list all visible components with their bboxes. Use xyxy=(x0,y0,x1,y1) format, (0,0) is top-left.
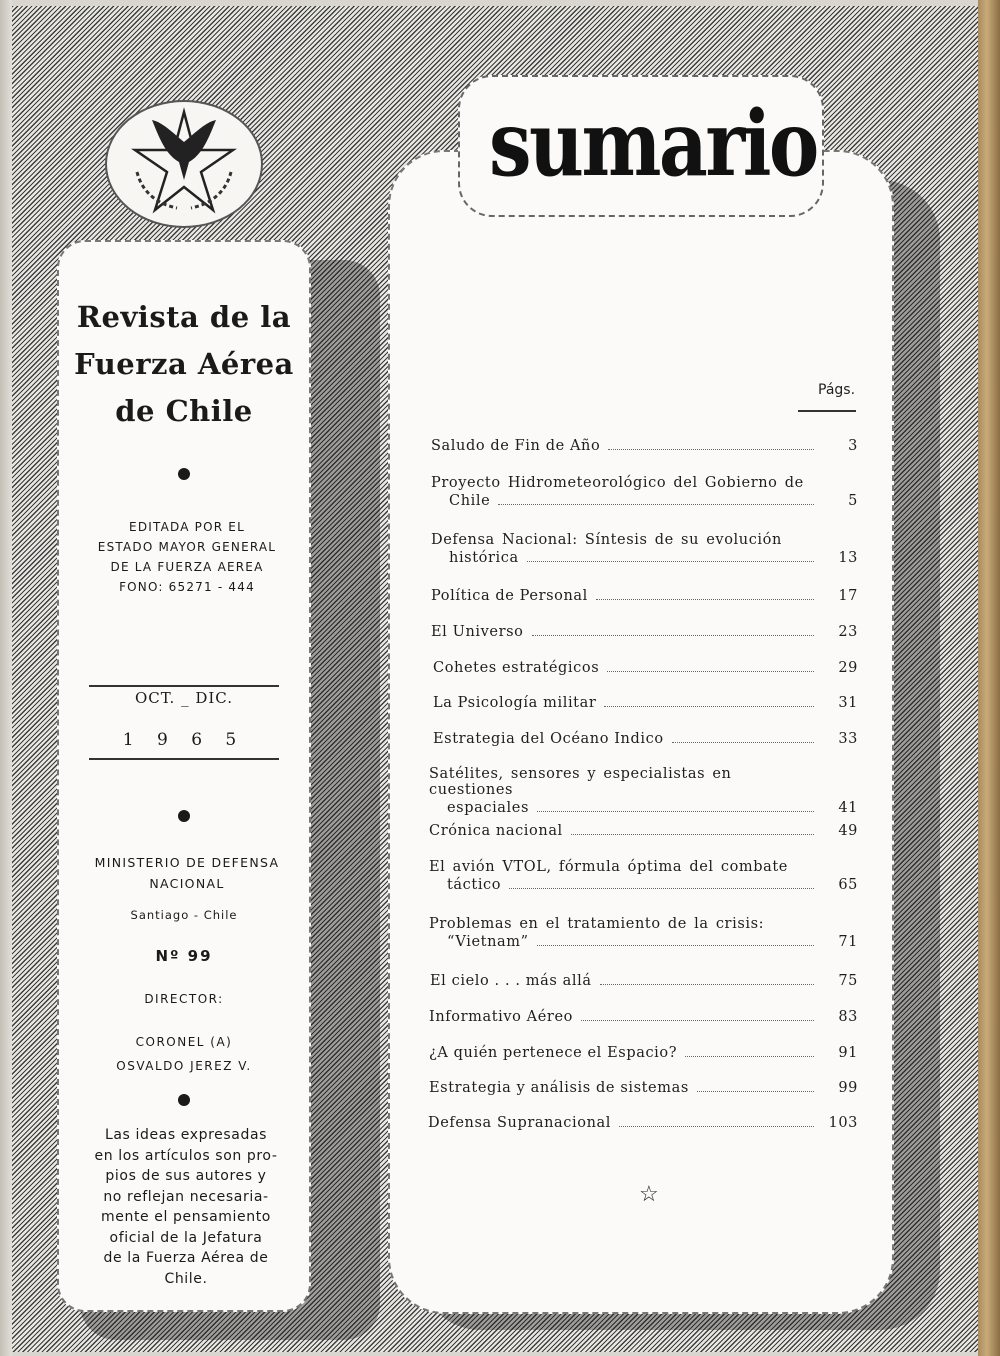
toc-leader xyxy=(604,706,814,707)
toc-entry xyxy=(429,823,858,839)
masthead-panel xyxy=(57,240,311,1312)
toc-title: Defensa Supranacional xyxy=(428,1115,612,1131)
pages-label: Págs. xyxy=(818,382,856,398)
issue-year: 1 9 6 5 xyxy=(122,730,246,750)
ministry-info xyxy=(83,852,291,894)
toc-entry xyxy=(431,624,858,640)
toc-leader xyxy=(608,449,814,450)
toc-leader xyxy=(685,1056,814,1057)
director-rank: CORONEL (A) xyxy=(135,1035,233,1049)
toc-page: 65 xyxy=(838,877,858,893)
toc-page: 71 xyxy=(838,934,858,950)
publisher-line: ESTADO MAYOR GENERAL xyxy=(97,540,277,554)
toc-title-first: Satélites, sensores y especialistas en cuestiones xyxy=(429,766,732,798)
toc-title: Cohetes estratégicos xyxy=(433,660,600,676)
toc-title-rest: táctico xyxy=(447,877,502,893)
toc-title: Crónica nacional xyxy=(429,823,563,839)
toc-title-rest: histórica xyxy=(449,550,519,566)
toc-leader xyxy=(537,811,814,812)
toc-page: 103 xyxy=(828,1115,858,1131)
toc-leader xyxy=(509,888,814,889)
divider xyxy=(89,685,279,687)
toc-leader xyxy=(498,504,814,505)
toc-page: 23 xyxy=(838,624,858,640)
publisher-info xyxy=(83,517,291,597)
toc-leader xyxy=(600,984,814,985)
disclaimer-line: Las ideas expresadas xyxy=(104,1127,268,1143)
bullet-dot-icon xyxy=(178,1094,190,1106)
sumario-heading: sumario xyxy=(488,91,817,197)
toc-entry xyxy=(429,859,858,893)
toc-title-rest: espaciales xyxy=(447,800,530,816)
toc-page: 99 xyxy=(838,1080,858,1096)
issue-period: OCT. _ DIC. xyxy=(134,689,234,707)
bullet-dot-icon xyxy=(178,468,190,480)
toc-entry xyxy=(429,916,858,950)
disclaimer-line: en los artículos son pro- xyxy=(94,1147,278,1164)
disclaimer-line: mente el pensamiento xyxy=(101,1209,271,1225)
toc-page: 13 xyxy=(838,550,858,566)
toc-title: El cielo . . . más allá xyxy=(430,973,592,989)
toc-entry xyxy=(431,438,858,454)
toc-leader xyxy=(607,671,814,672)
city: Santiago - Chile xyxy=(130,908,238,922)
toc-title-first: Defensa Nacional: Síntesis de su evolución xyxy=(431,532,782,548)
divider xyxy=(89,758,279,760)
pages-underline xyxy=(798,410,856,412)
toc-leader xyxy=(697,1091,814,1092)
scan-left-edge xyxy=(0,0,12,1356)
toc-title-first: Proyecto Hidrometeorológico del Gobierno de xyxy=(431,475,804,491)
toc-title-rest: “Vietnam” xyxy=(447,934,529,950)
magazine-title-line: Fuerza Aérea xyxy=(74,347,294,381)
ministry-line: MINISTERIO DE DEFENSA xyxy=(94,855,280,870)
toc-page: 41 xyxy=(838,800,858,816)
toc-entry xyxy=(431,532,858,566)
star-icon: ☆ xyxy=(639,1182,659,1207)
toc-leader xyxy=(596,599,814,600)
publisher-line: DE LA FUERZA AEREA xyxy=(110,560,264,574)
toc-page: 17 xyxy=(838,588,858,604)
toc-entry xyxy=(433,660,858,676)
toc-page: 33 xyxy=(838,731,858,747)
disclaimer-line: pios de sus autores y xyxy=(105,1168,267,1184)
eagle-star-icon xyxy=(107,102,261,226)
toc-page: 5 xyxy=(848,493,858,509)
toc-title: Estrategia del Océano Indico xyxy=(433,731,664,747)
toc-title: Estrategia y análisis de sistemas xyxy=(429,1080,689,1096)
air-force-emblem xyxy=(105,100,263,228)
toc-page: 31 xyxy=(838,695,858,711)
toc-entry xyxy=(429,1045,858,1061)
toc-leader xyxy=(527,561,814,562)
magazine-title-line: de Chile xyxy=(115,394,253,428)
toc-entry xyxy=(429,1080,858,1096)
toc-entry xyxy=(433,731,858,747)
director-name xyxy=(59,1030,309,1078)
toc-leader xyxy=(532,635,814,636)
book-binding-edge xyxy=(978,0,1000,1356)
toc-page: 29 xyxy=(838,660,858,676)
disclaimer-line: oficial de la Jefatura xyxy=(109,1229,263,1246)
disclaimer-line: no reflejan necesaria- xyxy=(103,1188,269,1205)
toc-page: 49 xyxy=(838,823,858,839)
disclaimer-line: de la Fuerza Aérea de xyxy=(103,1250,269,1266)
toc-title: Saludo de Fin de Año xyxy=(431,438,601,454)
toc-title-first: El avión VTOL, fórmula óptima del combate xyxy=(429,859,788,875)
toc-entry xyxy=(430,973,858,989)
magazine-title-line: Revista de la xyxy=(76,300,292,334)
toc-title: ¿A quién pertenece el Espacio? xyxy=(429,1045,678,1061)
publisher-line: EDITADA POR EL xyxy=(129,520,245,534)
toc-entry xyxy=(431,588,858,604)
toc-leader xyxy=(581,1020,814,1021)
toc-entry xyxy=(428,1115,858,1131)
toc-title: El Universo xyxy=(431,624,524,640)
disclaimer-line: Chile. xyxy=(164,1270,208,1287)
sumario-header-box xyxy=(458,75,824,217)
toc-leader xyxy=(571,834,814,835)
ministry-line: NACIONAL xyxy=(149,876,225,891)
director-label: DIRECTOR: xyxy=(144,992,224,1006)
magazine-title xyxy=(59,294,309,435)
toc-page: 83 xyxy=(838,1009,858,1025)
director-fullname: OSVALDO JEREZ V. xyxy=(116,1059,252,1073)
bullet-dot-icon xyxy=(178,810,190,822)
disclaimer xyxy=(85,1125,287,1289)
toc-entry xyxy=(429,766,858,816)
toc-leader xyxy=(619,1126,814,1127)
toc-page: 75 xyxy=(838,973,858,989)
toc-page: 3 xyxy=(848,438,858,454)
toc-title-first: Problemas en el tratamiento de la crisis: xyxy=(429,916,765,932)
toc-leader xyxy=(537,945,814,946)
toc-entry xyxy=(433,695,858,711)
toc-page: 91 xyxy=(838,1045,858,1061)
toc-title: La Psicología militar xyxy=(433,695,597,711)
publisher-phone: FONO: 65271 - 444 xyxy=(119,580,255,594)
toc-leader xyxy=(672,742,814,743)
toc-title: Política de Personal xyxy=(431,588,588,604)
toc-entry xyxy=(431,475,858,509)
toc-entry xyxy=(429,1009,858,1025)
toc-title: Informativo Aéreo xyxy=(429,1009,573,1025)
issue-number: Nº 99 xyxy=(155,947,213,965)
toc-title-rest: Chile xyxy=(449,493,491,509)
